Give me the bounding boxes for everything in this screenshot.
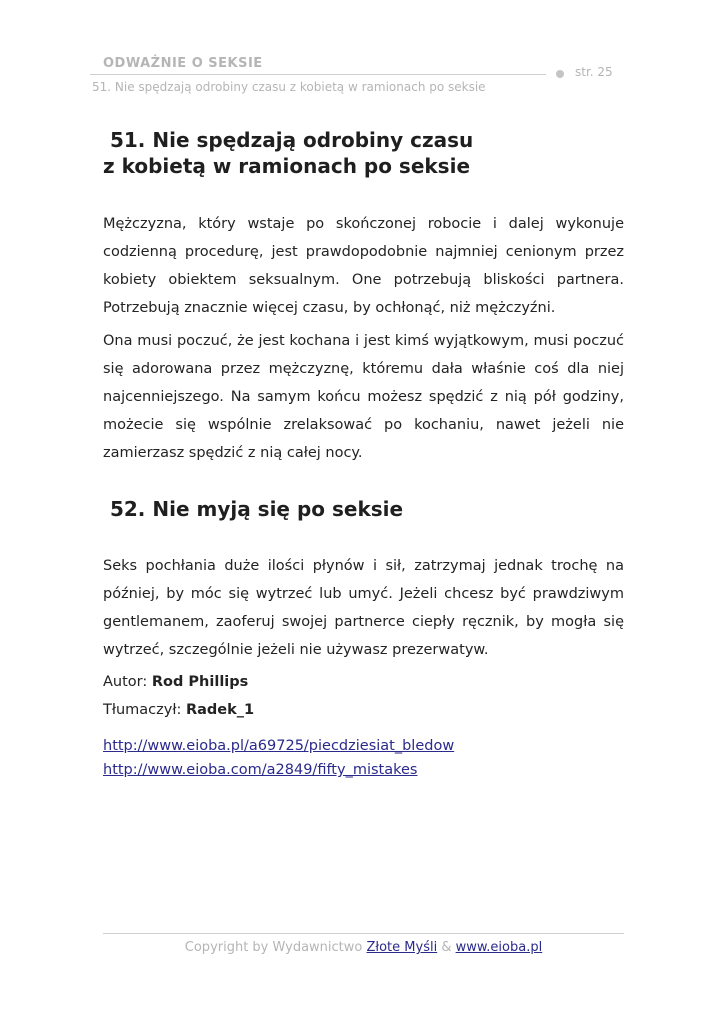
header-divider [90,74,546,75]
translator-name: Radek_1 [185,702,255,718]
footer [103,940,624,955]
page-number: str. 25 [575,65,613,79]
footer-copyright: Copyright by Wydawnictwo [184,940,367,955]
translator-line [103,696,624,724]
section-52-paragraph: Seks pochłania duże ilości płynów i sił, zatrzymaj jednak trochę na później, by móc się wytrzeć lub umyć. Jeżeli chcesz być prawdziwym gentlemanem, zaoferuj swojej partnerce ciepły ręcznik, by mogła się wytrzeć, szczególnie jeżeli nie używasz prezerwatyw. [103,558,624,658]
running-header-subtitle: 51. Nie spędzają odrobiny czasu z kobietą w ramionach po seksie [92,80,486,94]
source-links [103,734,624,782]
author-name: Rod Phillips [151,674,249,690]
section-51-heading-line1: 51. Nie spędzają odrobiny czasu [103,128,474,152]
section-52-heading: 52. Nie myją się po seksie [103,497,404,521]
credits [103,668,624,724]
link-eioba-com[interactable]: http://www.eioba.com/a2849/fifty_mistakes [103,762,418,778]
footer-publisher-link[interactable]: Złote Myśli [366,940,438,955]
section-51-paragraph-1: Mężczyzna, który wstaje po skończonej robocie i dalej wykonuje codzienną procedurę, jest prawdopodobnie najmniej cenionym przez kobiety obiektem seksualnym. One potrzebują bliskości partnera. Potrzebują znacznie więcej czasu, by ochłonąć, niż mężczyźni. [103,216,624,316]
section-51-heading-line2: z kobietą w ramionach po seksie [103,154,471,178]
author-line [103,668,624,696]
footer-divider [103,933,624,934]
author-label: Autor: [103,674,152,690]
footer-ampersand: & [437,940,456,955]
section-51-heading [103,127,624,179]
bullet-dot-icon [556,70,564,78]
link-eioba-pl[interactable]: http://www.eioba.pl/a69725/piecdziesiat_bledow [103,738,455,754]
footer-site-link[interactable]: www.eioba.pl [455,940,543,955]
running-header-title: ODWAŻNIE O SEKSIE [103,56,263,71]
section-51-paragraph-2: Ona musi poczuć, że jest kochana i jest kimś wyjątkowym, musi poczuć się adorowana przez mężczyznę, któremu dała właśnie coś dla niej najcenniejszego. Na samym końcu możesz spędzić z nią pół godziny, możecie się wspólnie zrelaksować po kochaniu, nawet jeżeli nie zamierzasz spędzić z nią całej nocy. [103,333,624,461]
translator-label: Tłumaczył: [103,702,186,718]
